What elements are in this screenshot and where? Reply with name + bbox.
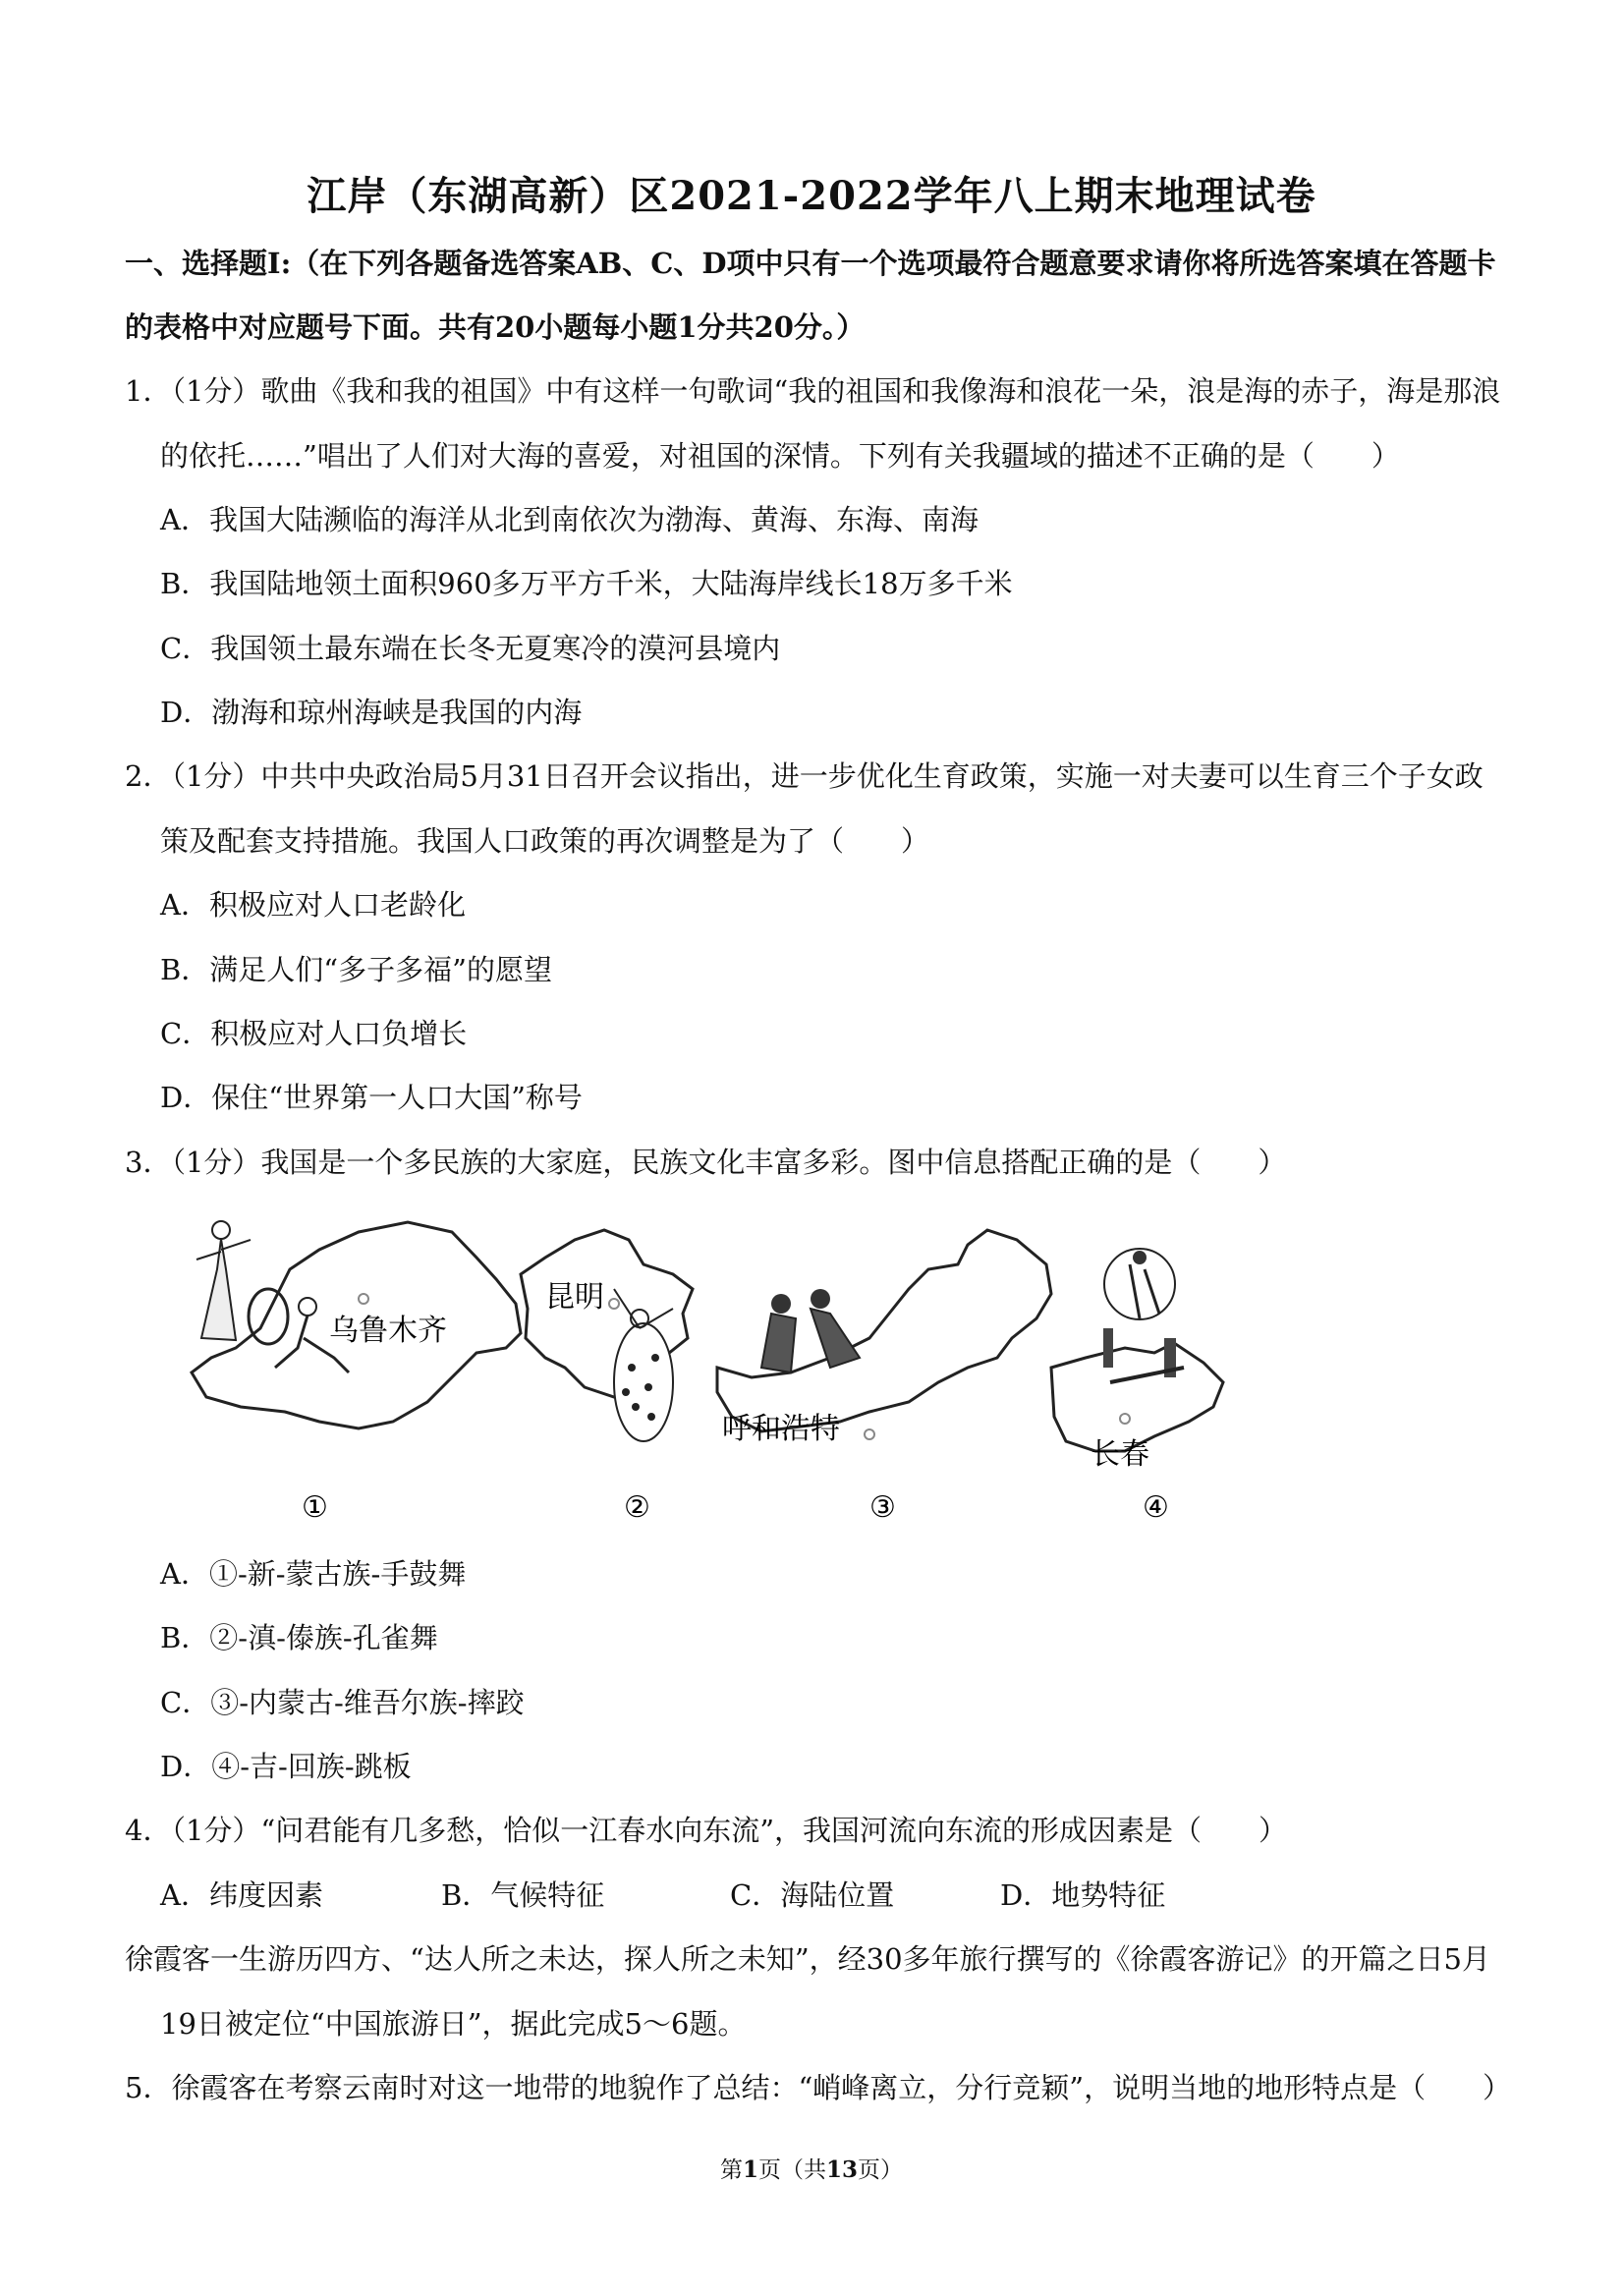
q2-option-c[interactable]: C．积极应对人口负增长 bbox=[160, 1017, 468, 1050]
jilin-map bbox=[1051, 1249, 1223, 1451]
q4-option-c[interactable]: C．海陆位置 bbox=[730, 1878, 895, 1912]
q4-option-a[interactable]: A．纬度因素 bbox=[160, 1878, 323, 1912]
panel-number-2: ② bbox=[624, 1490, 650, 1525]
q1-stem-line2: 的依托……”唱出了人们对大海的喜爱，对祖国的深情。下列有关我疆域的描述不正确的是（ ） bbox=[160, 439, 1400, 473]
footer-prefix: 第 bbox=[719, 2157, 743, 2183]
q2-option-d[interactable]: D．保住“世界第一人口大国”称号 bbox=[160, 1081, 583, 1114]
q3-option-a[interactable]: A．①-新-蒙古族-手鼓舞 bbox=[160, 1557, 467, 1591]
q1-stem-line1: 1．（1分）歌曲《我和我的祖国》中有这样一句歌词“我的祖国和我像海和浪花一朵，浪是海的赤子，海是那浪 bbox=[125, 374, 1501, 408]
q4-options-row bbox=[160, 1878, 1166, 1913]
q5-stem: 5．徐霞客在考察云南时对这一地带的地貌作了总结：“峭峰离立，分行竞颖”，说明当地的地形特点是（ ） bbox=[125, 2071, 1512, 2104]
q2-stem-line2: 策及配套支持措施。我国人口政策的再次调整是为了（ ） bbox=[160, 824, 930, 858]
footer-total-pages: 13 bbox=[826, 2156, 859, 2183]
city-label-changchun: 长春 bbox=[1091, 1437, 1149, 1472]
footer-middle: 页（共 bbox=[758, 2157, 826, 2183]
inner-mongolia-map bbox=[717, 1230, 1051, 1439]
q1-option-b[interactable]: B．我国陆地领土面积960多万平方千米，大陆海岸线长18万多千米 bbox=[160, 567, 1013, 600]
footer-suffix: 页） bbox=[858, 2157, 904, 2183]
q2-stem-line1: 2．（1分）中共中央政治局5月31日召开会议指出，进一步优化生育政策，实施一对夫妻可以生育三个子女政 bbox=[125, 759, 1483, 793]
q2-option-b[interactable]: B．满足人们“多子多福”的愿望 bbox=[160, 953, 552, 986]
q1-option-a[interactable]: A．我国大陆濒临的海洋从北到南依次为渤海、黄海、东海、南海 bbox=[160, 503, 979, 536]
q2-option-a[interactable]: A．积极应对人口老龄化 bbox=[160, 888, 466, 922]
q4-option-d[interactable]: D．地势特征 bbox=[1000, 1878, 1166, 1912]
passage-line2: 19日被定位“中国旅游日”，据此完成5～6题。 bbox=[160, 2007, 747, 2041]
panel-number-4: ④ bbox=[1143, 1490, 1169, 1525]
city-label-kunming: 昆明 bbox=[545, 1280, 604, 1315]
q3-option-b[interactable]: B．②-滇-傣族-孔雀舞 bbox=[160, 1621, 438, 1654]
q4-option-b[interactable]: B．气候特征 bbox=[441, 1878, 605, 1912]
section-heading-line2: 的表格中对应题号下面。共有20小题每小题1分共20分。） bbox=[125, 310, 866, 344]
section-heading-line1: 一、选择题I:（在下列各题备选答案AB、C、D项中只有一个选项最符合题意要求请你将所选答案填在答题卡 bbox=[125, 247, 1496, 280]
q1-option-d[interactable]: D．渤海和琼州海峡是我国的内海 bbox=[160, 696, 583, 729]
footer-page-number: 1 bbox=[742, 2156, 758, 2183]
city-label-urumqi: 乌鲁木齐 bbox=[329, 1314, 447, 1348]
q4-stem: 4．（1分）“问君能有几多愁，恰似一江春水向东流”，我国河流向东流的形成因素是（ ） bbox=[125, 1814, 1288, 1847]
panel-number-3: ③ bbox=[869, 1490, 896, 1525]
passage-line1: 徐霞客一生游历四方、“达人所之未达，探人所之未知”，经30多年旅行撰写的《徐霞客游记》的开篇之日5月 bbox=[125, 1942, 1491, 1976]
yunnan-map bbox=[521, 1230, 693, 1441]
page-footer bbox=[0, 2152, 1623, 2184]
q3-map-illustrations bbox=[182, 1210, 1243, 1525]
q3-stem: 3．（1分）我国是一个多民族的大家庭，民族文化丰富多彩。图中信息搭配正确的是（ ） bbox=[125, 1146, 1287, 1179]
q3-option-d[interactable]: D．④-吉-回族-跳板 bbox=[160, 1750, 412, 1783]
q3-ethnic-map-figure bbox=[182, 1210, 1243, 1525]
q1-option-c[interactable]: C．我国领土最东端在长冬无夏寒冷的漠河县境内 bbox=[160, 632, 781, 665]
q3-option-c[interactable]: C．③-内蒙古-维吾尔族-摔跤 bbox=[160, 1686, 525, 1719]
panel-number-1: ① bbox=[302, 1490, 328, 1525]
city-label-hohhot: 呼和浩特 bbox=[722, 1412, 840, 1446]
exam-title: 江岸（东湖高新）区2021-2022学年八上期末地理试卷 bbox=[307, 173, 1316, 219]
